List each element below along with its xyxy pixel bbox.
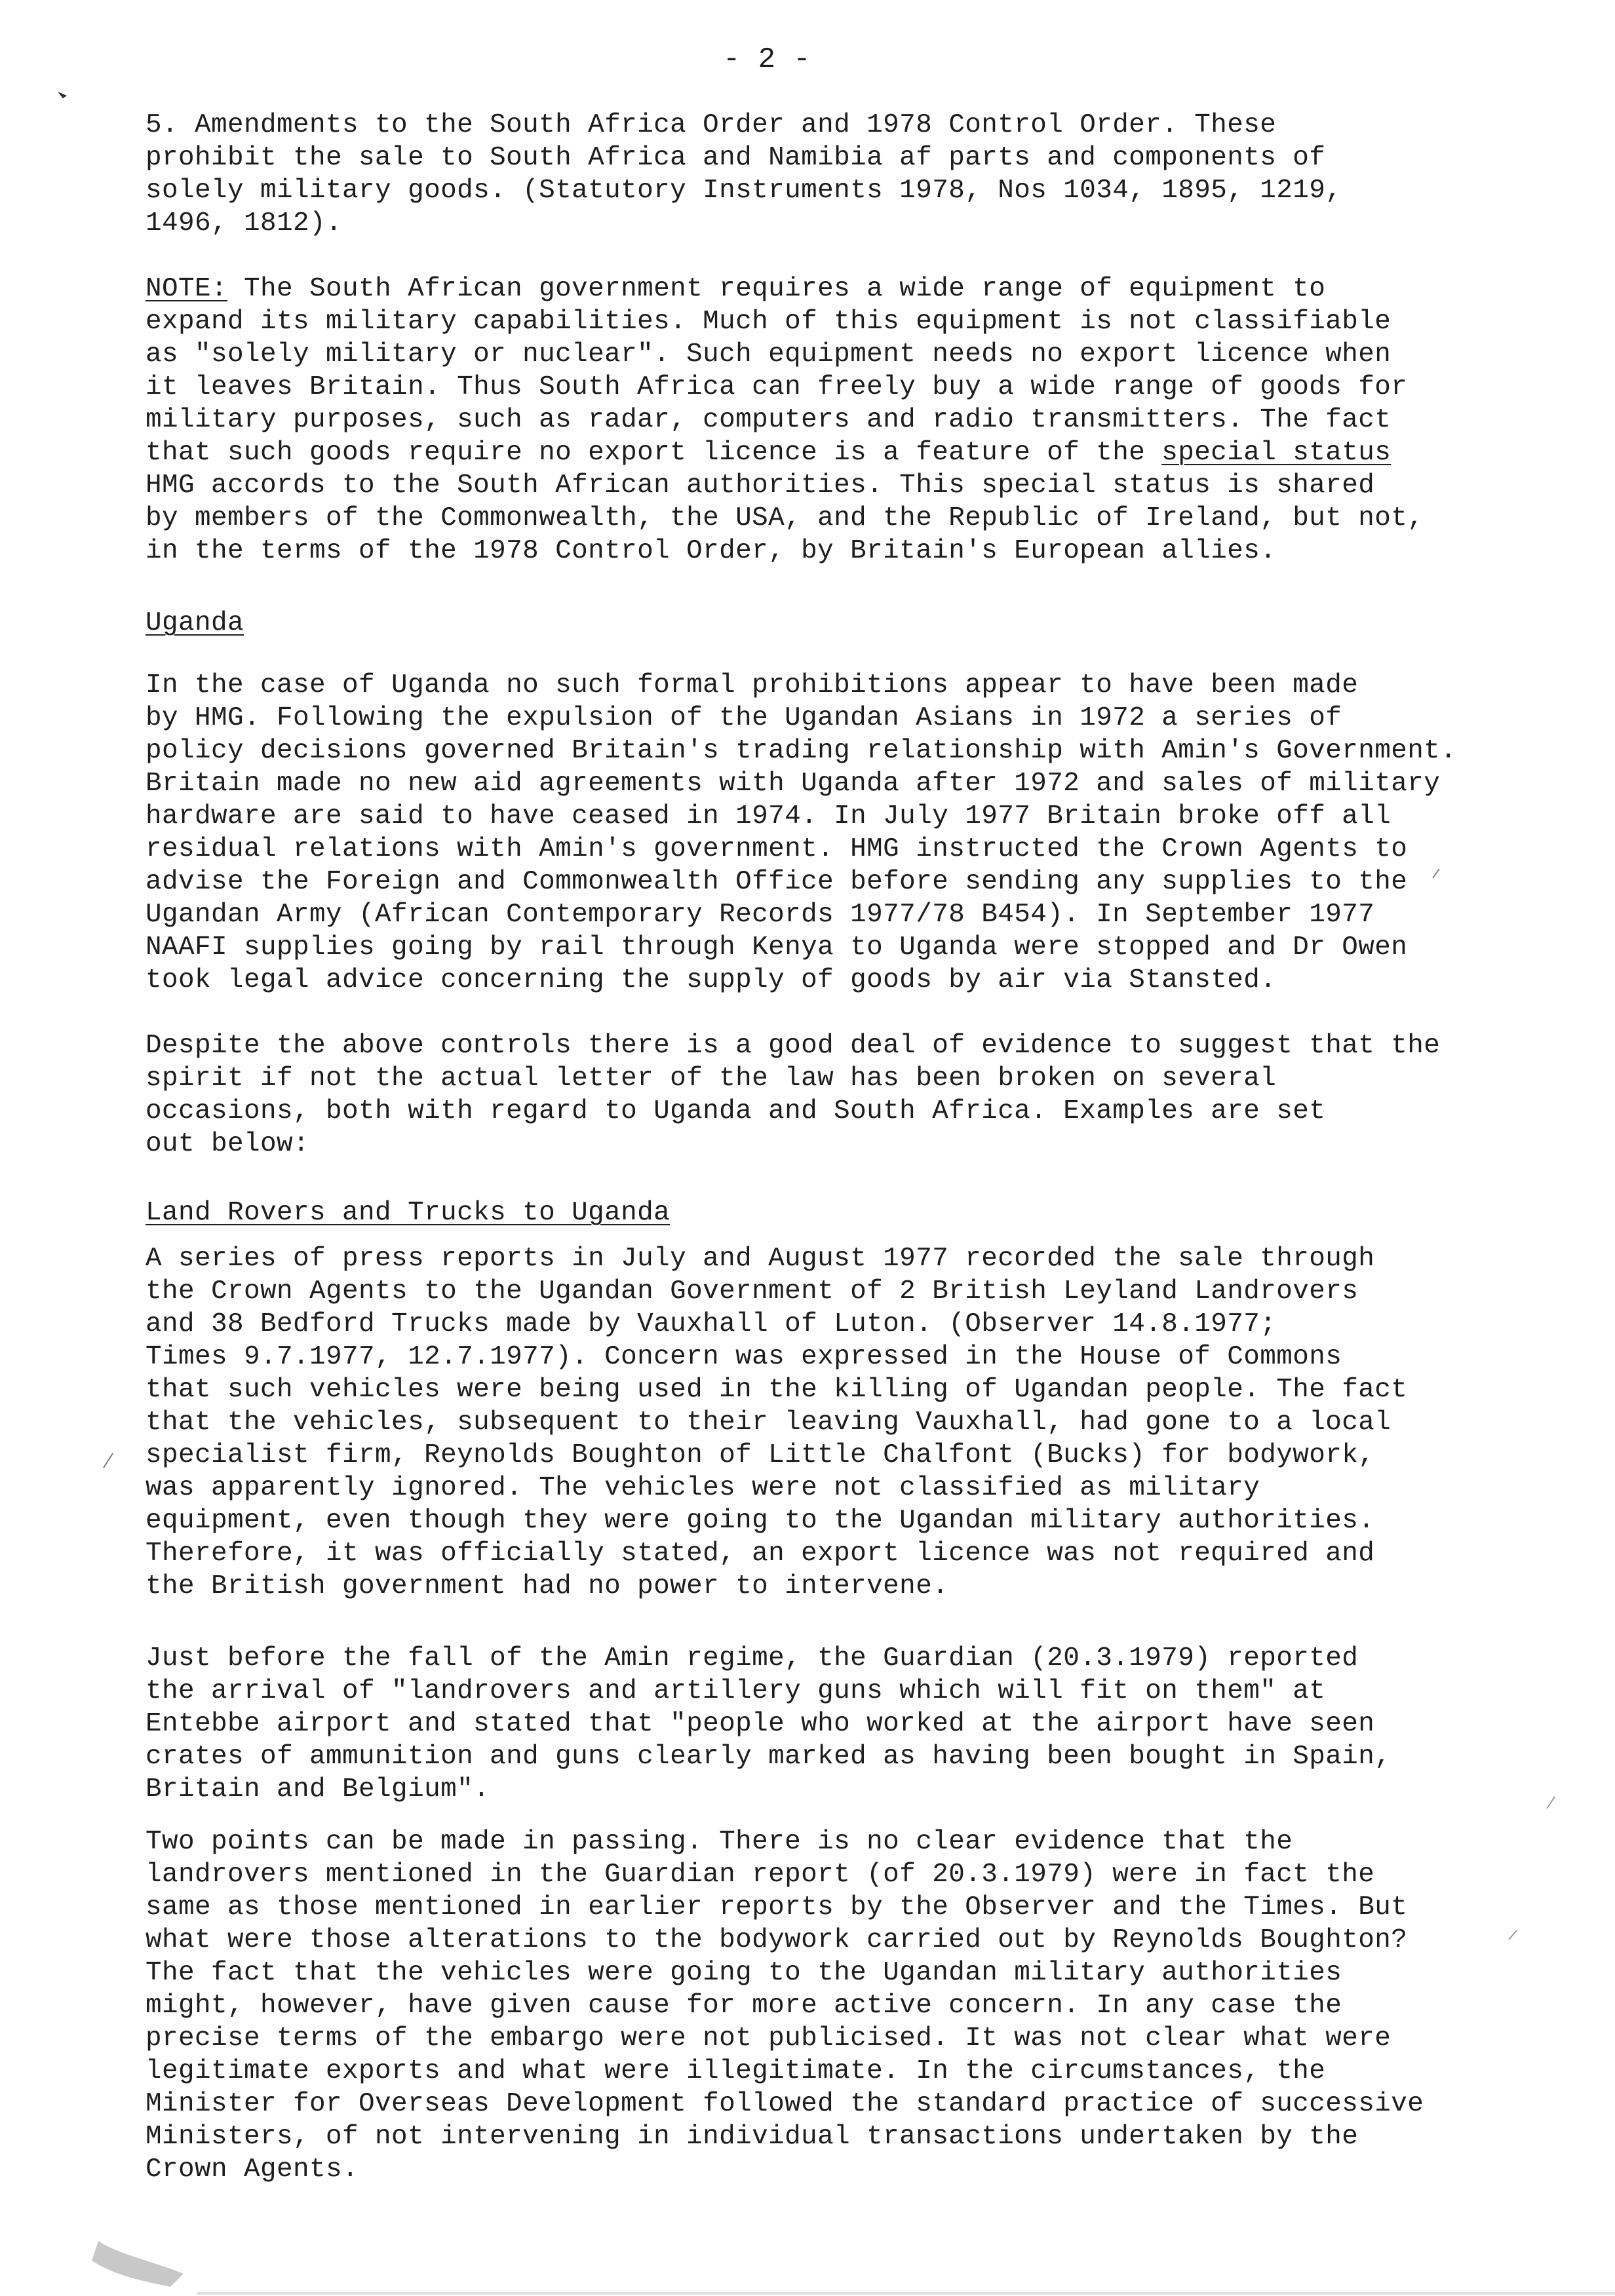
text-line: that such vehicles were being used in the killing of Ugandan people. The fact <box>146 1375 1408 1405</box>
text-line: A series of press reports in July and August 1977 recorded the sale through <box>146 1244 1375 1274</box>
text-line: spirit if not the actual letter of the law has been broken on several <box>146 1063 1277 1094</box>
text-line: specialist firm, Reynolds Boughton of Little Chalfont (Bucks) for bodywork, <box>146 1440 1375 1470</box>
text-line: solely military goods. (Statutory Instruments 1978, Nos 1034, 1895, 1219, <box>146 176 1342 206</box>
text-line: 1496, 1812). <box>146 208 343 239</box>
text-line: Britain made no new aid agreements with Uganda after 1972 and sales of military <box>146 769 1441 799</box>
text-line: precise terms of the embargo were not publicised. It was not clear what were <box>146 2023 1391 2054</box>
text-line: advise the Foreign and Commonwealth Office before sending any supplies to the <box>146 867 1408 897</box>
uganda-paragraph-1 <box>146 669 1469 997</box>
margin-mark <box>58 92 67 98</box>
text-line: residual relations with Amin's government. HMG instructed the Crown Agents to <box>146 834 1408 864</box>
margin-stroke <box>1547 1797 1555 1808</box>
text-line: equipment, even though they were going to the Ugandan military authorities. <box>146 1506 1375 1536</box>
text-line: 5. Amendments to the South Africa Order and 1978 Control Order. These <box>146 110 1277 140</box>
text-line: Two points can be made in passing. There is no clear evidence that the <box>146 1827 1293 1857</box>
land-rovers-paragraph-1 <box>146 1242 1469 1603</box>
text-line: HMG accords to the South African authorities. This special status is shared <box>146 470 1375 501</box>
amendments-paragraph <box>146 109 1469 240</box>
text-line: Entebbe airport and stated that "people who worked at the airport have seen <box>146 1709 1375 1739</box>
page-number: - 2 - <box>722 43 811 76</box>
text-line <box>146 436 1469 469</box>
uganda-paragraph-2 <box>146 1029 1469 1160</box>
text-line: The fact that the vehicles were going to the Ugandan military authorities <box>146 1958 1342 1988</box>
text-line: what were those alterations to the bodywork carried out by Reynolds Boughton? <box>146 1925 1408 1955</box>
text-line: hardware are said to have ceased in 1974. In July 1977 Britain broke off all <box>146 801 1391 832</box>
note-line-6-start: that such goods require no export licence is a feature of the <box>146 438 1162 468</box>
text-line: the British government had no power to intervene. <box>146 1571 949 1601</box>
text-line: crates of ammunition and guns clearly marked as having been bought in Spain, <box>146 1742 1391 1772</box>
text-line: Minister for Overseas Development followed the standard practice of successive <box>146 2089 1424 2119</box>
text-line: that the vehicles, subsequent to their leaving Vauxhall, had gone to a local <box>146 1407 1391 1438</box>
corner-smudge <box>92 2241 184 2287</box>
text-line: In the case of Uganda no such formal prohibitions appear to have been made <box>146 670 1359 700</box>
text-line: by members of the Commonwealth, the USA, and the Republic of Ireland, but not, <box>146 503 1424 533</box>
text-line: Ugandan Army (African Contemporary Records 1977/78 B454). In September 1977 <box>146 900 1375 930</box>
text-line: same as those mentioned in earlier reports by the Observer and the Times. But <box>146 1892 1408 1923</box>
margin-stroke <box>1509 1930 1517 1940</box>
note-paragraph <box>146 273 1469 567</box>
text-line: military purposes, such as radar, computers and radio transmitters. The fact <box>146 405 1391 435</box>
text-line: might, however, have given cause for more active concern. In any case the <box>146 1991 1342 2021</box>
text-line: by HMG. Following the expulsion of the Ugandan Asians in 1972 a series of <box>146 703 1342 733</box>
text-line: legitimate exports and what were illegitimate. In the circumstances, the <box>146 2056 1326 2086</box>
uganda-heading: Uganda <box>146 608 244 638</box>
text-line: occasions, both with regard to Uganda and South Africa. Examples are set <box>146 1096 1326 1126</box>
text-line: in the terms of the 1978 Control Order, by Britain's European allies. <box>146 536 1277 566</box>
text-line: Therefore, it was officially stated, an export licence was not required and <box>146 1539 1375 1569</box>
text-line: Crown Agents. <box>146 2154 359 2185</box>
text-line: Ministers, of not intervening in individual transactions undertaken by the <box>146 2122 1359 2152</box>
margin-stroke <box>104 1453 113 1468</box>
land-rovers-heading: Land Rovers and Trucks to Uganda <box>146 1198 671 1228</box>
text-line: prohibit the sale to South Africa and Namibia af parts and components of <box>146 143 1326 173</box>
text-line: it leaves Britain. Thus South Africa can freely buy a wide range of goods for <box>146 372 1408 402</box>
note-label: NOTE: <box>146 274 228 304</box>
text-line: Times 9.7.1977, 12.7.1977). Concern was expressed in the House of Commons <box>146 1342 1342 1372</box>
text-line: NAAFI supplies going by rail through Kenya to Uganda were stopped and Dr Owen <box>146 932 1408 963</box>
special-status-underlined: special status <box>1161 438 1391 468</box>
text-line: and 38 Bedford Trucks made by Vauxhall of Luton. (Observer 14.8.1977; <box>146 1309 1277 1339</box>
land-rovers-paragraph-2 <box>146 1642 1469 1806</box>
text-line: the arrival of "landrovers and artillery guns which will fit on them" at <box>146 1676 1326 1706</box>
text-line: out below: <box>146 1129 310 1159</box>
text-line: expand its military capabilities. Much of this equipment is not classifiable <box>146 307 1391 337</box>
text-line: as "solely military or nuclear". Such equipment needs no export licence when <box>146 339 1391 370</box>
text-line: Just before the fall of the Amin regime, the Guardian (20.3.1979) reported <box>146 1643 1359 1674</box>
text-line: was apparently ignored. The vehicles were not classified as military <box>146 1473 1260 1503</box>
text-line: the Crown Agents to the Ugandan Government of 2 British Leyland Landrovers <box>146 1276 1359 1307</box>
note-first-line-text: The South African government requires a wide range of equipment to <box>227 274 1326 304</box>
text-line: landrovers mentioned in the Guardian report (of 20.3.1979) were in fact the <box>146 1860 1375 1890</box>
land-rovers-paragraph-3 <box>146 1826 1469 2186</box>
text-line: Despite the above controls there is a good deal of evidence to suggest that the <box>146 1031 1441 1061</box>
text-line: policy decisions governed Britain's trading relationship with Amin's Government. <box>146 736 1457 766</box>
text-line: took legal advice concerning the supply of goods by air via Stansted. <box>146 965 1277 995</box>
text-line <box>146 273 1469 305</box>
text-line: Britain and Belgium". <box>146 1774 490 1805</box>
